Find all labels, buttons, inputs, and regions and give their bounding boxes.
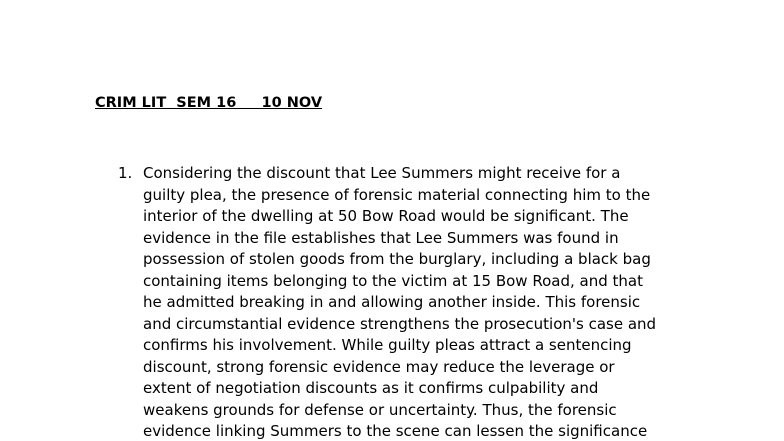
paragraph-line: Considering the discount that Lee Summers might receive for a (143, 164, 621, 182)
paragraph-line: discount, strong forensic evidence may reduce the leverage or (143, 357, 615, 376)
paragraph-line: guilty plea, the presence of forensic material connecting him to the (143, 185, 651, 204)
paragraph-line: confirms his involvement. While guilty pleas attract a sentencing (143, 336, 632, 354)
paragraph-line: evidence in the file establishes that Lee Summers was found in (143, 228, 619, 247)
paragraph-line: containing items belonging to the victim at 15 Bow Road, and that (143, 271, 643, 290)
paragraph-line: evidence linking Summers to the scene can lessen the significance (143, 422, 648, 440)
paragraph-line: weakens grounds for defense or uncertainty. Thus, the forensic (143, 400, 617, 419)
paragraph-line: and circumstantial evidence strengthens the prosecution's case and (143, 314, 657, 333)
paragraph-line: he admitted breaking in and allowing another inside. This forensic (143, 293, 641, 311)
list-item-text (143, 163, 723, 441)
paragraph-line: extent of negotiation discounts as it confirms culpability and (143, 379, 599, 397)
list-item-number: 1. (118, 164, 133, 182)
paragraph-line: interior of the dwelling at 50 Bow Road would be significant. The (143, 207, 629, 225)
document-heading: CRIM LIT SEM 16 10 NOV (95, 95, 323, 111)
paragraph-line: possession of stolen goods from the burglary, including a black bag (143, 250, 651, 268)
